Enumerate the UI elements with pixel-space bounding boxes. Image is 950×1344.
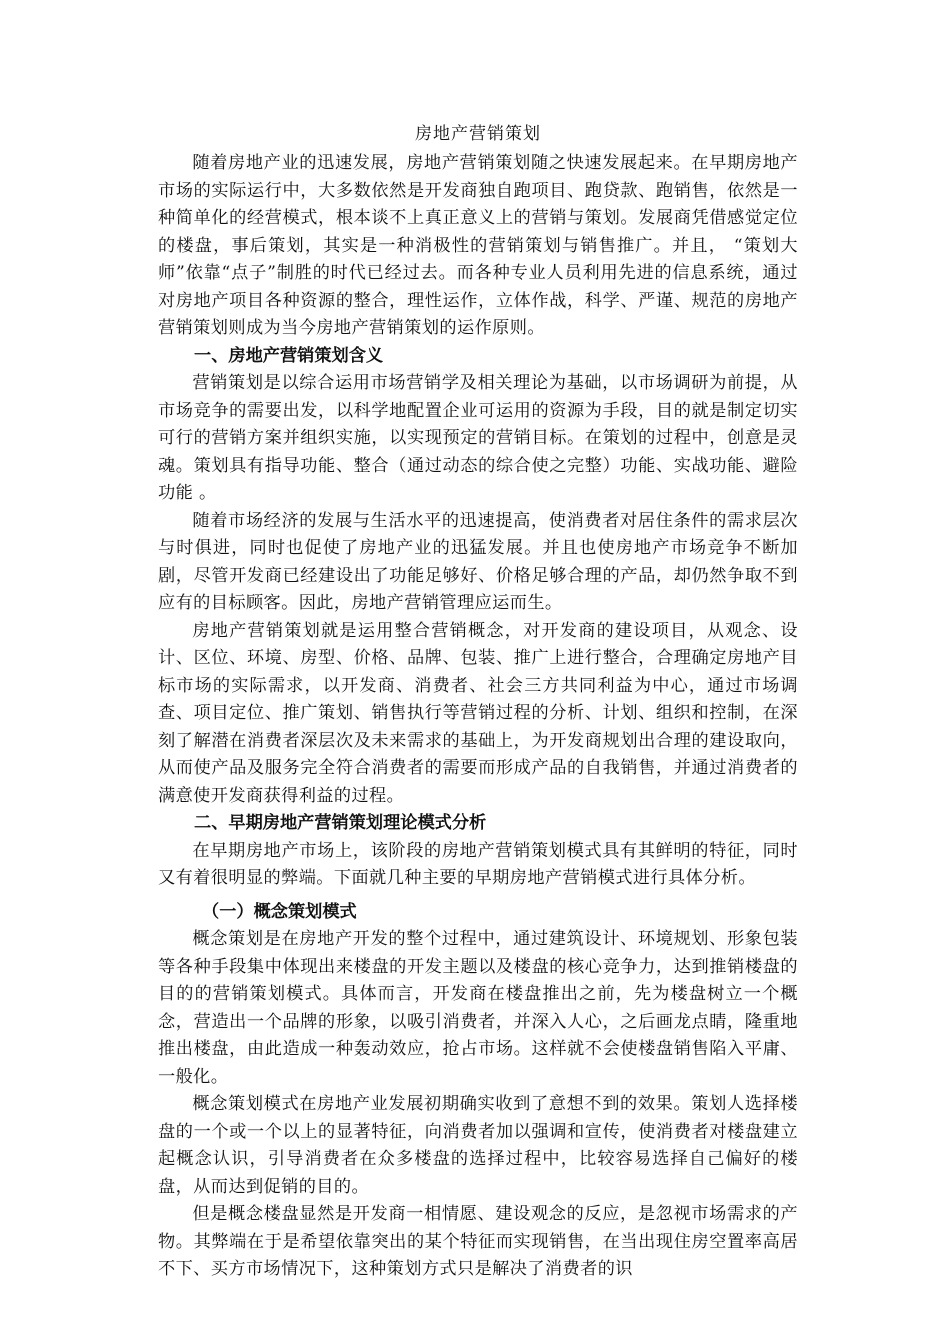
section-2-paragraph-1: 在早期房地产市场上，该阶段的房地产营销策划模式具有其鲜明的特征，同时又有着很明显的弊端。下面就几种主要的早期房地产营销模式进行具体分析。	[158, 840, 798, 888]
subsection-1-paragraph-3: 但是概念楼盘显然是开发商一相情愿、建设观念的反应，是忽视市场需求的产物。其弊端在于是希望依靠突出的某个特征而实现销售，在当出现住房空置率高居不下、买方市场情况下，这种策划方式只是解决了消费者的识	[158, 1204, 798, 1279]
subsection-1-paragraph-2: 概念策划模式在房地产业发展初期确实收到了意想不到的效果。策划人选择楼盘的一个或一个以上的显著特征，向消费者加以强调和宣传，使消费者对楼盘建立起概念认识，引导消费者在众多楼盘的选择过程中，比较容易选择自己偏好的楼盘，从而达到促销的目的。	[158, 1094, 798, 1197]
section-1-paragraph-3: 房地产营销策划就是运用整合营销概念，对开发商的建设项目，从观念、设计、区位、环境、房型、价格、品牌、包装、推广上进行整合，合理确定房地产目标市场的实际需求，以开发商、消费者、社会三方共同利益为中心，通过市场调查、项目定位、推广策划、销售执行等营销过程的分析、计划、组织和控制，在深刻了解潜在消费者深层次及未来需求的基础上，为开发商规划出合理的建设取向，从而使产品及服务完全符合消费者的需要而形成产品的自我销售，并通过消费者的满意使开发商获得利益的过程。	[158, 620, 798, 806]
section-2-heading: 二、早期房地产营销策划理论模式分析	[194, 813, 487, 833]
document-body	[158, 120, 798, 1284]
subsection-1-heading: （一）概念策划模式	[202, 901, 357, 922]
subsection-1-paragraph-1: 概念策划是在房地产开发的整个过程中，通过建筑设计、环境规划、形象包装等各种手段集中体现出来楼盘的开发主题以及楼盘的核心竞争力，达到推销楼盘的目的的营销策划模式。具体而言，开发商在楼盘推出之前，先为楼盘树立一个概念，营造出一个品牌的形象，以吸引消费者，并深入人心，之后画龙点睛，隆重地推出楼盘，由此造成一种轰动效应，抢占市场。这样就不会使楼盘销售陷入平庸、一般化。	[158, 929, 798, 1087]
section-1-paragraph-1: 营销策划是以综合运用市场营销学及相关理论为基础，以市场调研为前提，从市场竞争的需要出发，以科学地配置企业可运用的资源为手段，目的就是制定切实可行的营销方案并组织实施，以实现预定的营销目标。在策划的过程中，创意是灵魂。策划具有指导功能、整合（通过动态的综合使之完整）功能、实战功能、避险功能 。	[158, 373, 798, 503]
document-title: 房地产营销策划	[415, 124, 541, 144]
section-1-heading: 一、房地产营销策划含义	[194, 345, 384, 366]
section-1-paragraph-2: 随着市场经济的发展与生活水平的迅速提高，使消费者对居住条件的需求层次与时俱进，同时也促使了房地产业的迅猛发展。并且也使房地产市场竞争不断加剧，尽管开发商已经建设出了功能足够好、价格足够合理的产品，却仍然争取不到应有的目标顾客。因此，房地产营销管理应运而生。	[158, 510, 798, 613]
intro-paragraph: 随着房地产业的迅速发展，房地产营销策划随之快速发展起来。在早期房地产市场的实际运行中，大多数依然是开发商独自跑项目、跑贷款、跑销售，依然是一种简单化的经营模式，根本谈不上真正意义上的营销与策划。发展商凭借感觉定位的楼盘，事后策划，其实是一种消极性的营销策划与销售推广。并且， “策划大师”依靠“点子”制胜的时代已经过去。而各种专业人员利用先进的信息系统，通过对房地产项目各种资源的整合，理性运作，立体作战，科学、严谨、规范的房地产营销策划则成为当今房地产营销策划的运作原则。	[158, 153, 798, 338]
